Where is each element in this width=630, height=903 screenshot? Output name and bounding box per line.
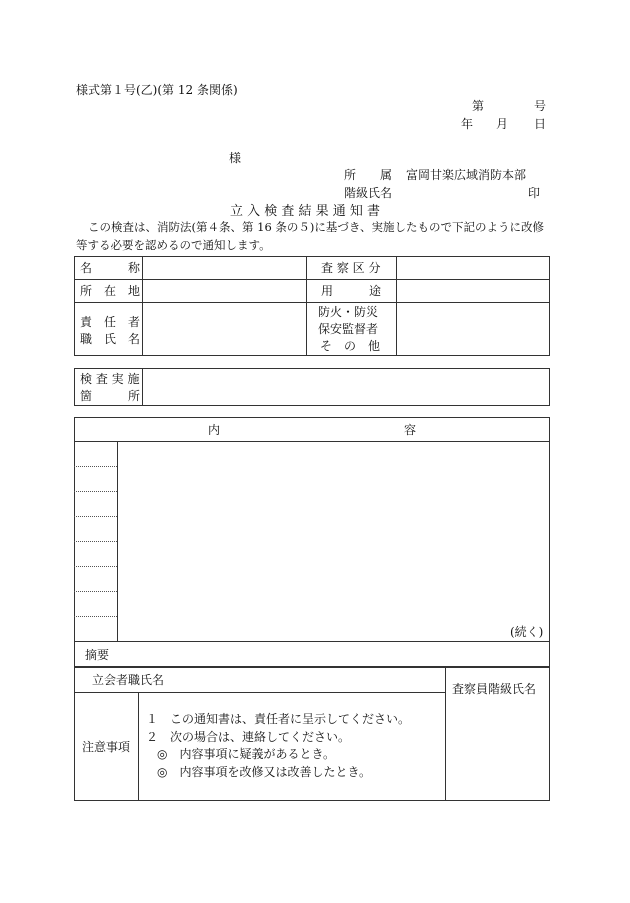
inspection-place-label-1: 検 査 実 施 — [80, 372, 140, 386]
inspection-category-label: 査 察 区 分 — [321, 261, 381, 275]
notes-label: 注意事項 — [82, 740, 131, 754]
affiliation-label: 所 属 — [344, 168, 393, 182]
location-label: 所 在 地 — [80, 284, 141, 298]
usage-label: 用 途 — [321, 284, 382, 298]
rank-name-label: 階級氏名 — [344, 186, 393, 200]
seal-mark: 印 — [528, 186, 541, 200]
document-title: 立 入 検 査 結 果 通 知 書 — [230, 204, 381, 219]
continued-label: (続く) — [510, 625, 544, 639]
form-number: 様式第１号(乙)(第 12 条関係) — [76, 83, 238, 97]
note-item-4: ◎ 内容事項を改修又は改善したとき。 — [157, 765, 371, 779]
note-item-1: １ この通知書は、責任者に呈示してください。 — [146, 712, 411, 726]
doc-number-prefix: 第 — [472, 99, 485, 113]
manager-label-1: 防火・防災 — [318, 305, 379, 319]
manager-label-3: そ の 他 — [320, 339, 381, 353]
intro-line-2: 等する必要を認めるので通知します。 — [76, 238, 271, 252]
witness-label: 立会者職氏名 — [92, 673, 165, 687]
note-item-2: ２ 次の場合は、連絡してください。 — [146, 730, 351, 744]
addressee-suffix: 様 — [229, 151, 242, 165]
name-label: 名 称 — [80, 261, 141, 275]
date-year: 年 — [461, 117, 474, 131]
date-month: 月 — [496, 117, 509, 131]
responsible-label-1: 責 任 者 — [80, 315, 141, 329]
date-day: 日 — [534, 117, 547, 131]
responsible-label-2: 職 氏 名 — [80, 332, 141, 346]
inspector-label: 査察員階級氏名 — [452, 682, 537, 696]
content-header-right: 容 — [404, 423, 417, 437]
doc-number-suffix: 号 — [534, 99, 547, 113]
note-item-3: ◎ 内容事項に疑義があるとき。 — [157, 747, 335, 761]
summary-label: 摘要 — [85, 648, 110, 662]
manager-label-2: 保安監督者 — [318, 322, 379, 336]
affiliation-value: 富岡甘楽広域消防本部 — [406, 168, 527, 182]
content-header-left: 内 — [208, 423, 221, 437]
inspection-place-label-2: 箇 所 — [80, 389, 141, 403]
intro-line-1: この検査は、消防法(第４条、第 16 条の５)に基づき、実施したもので下記のように改修 — [88, 220, 544, 234]
